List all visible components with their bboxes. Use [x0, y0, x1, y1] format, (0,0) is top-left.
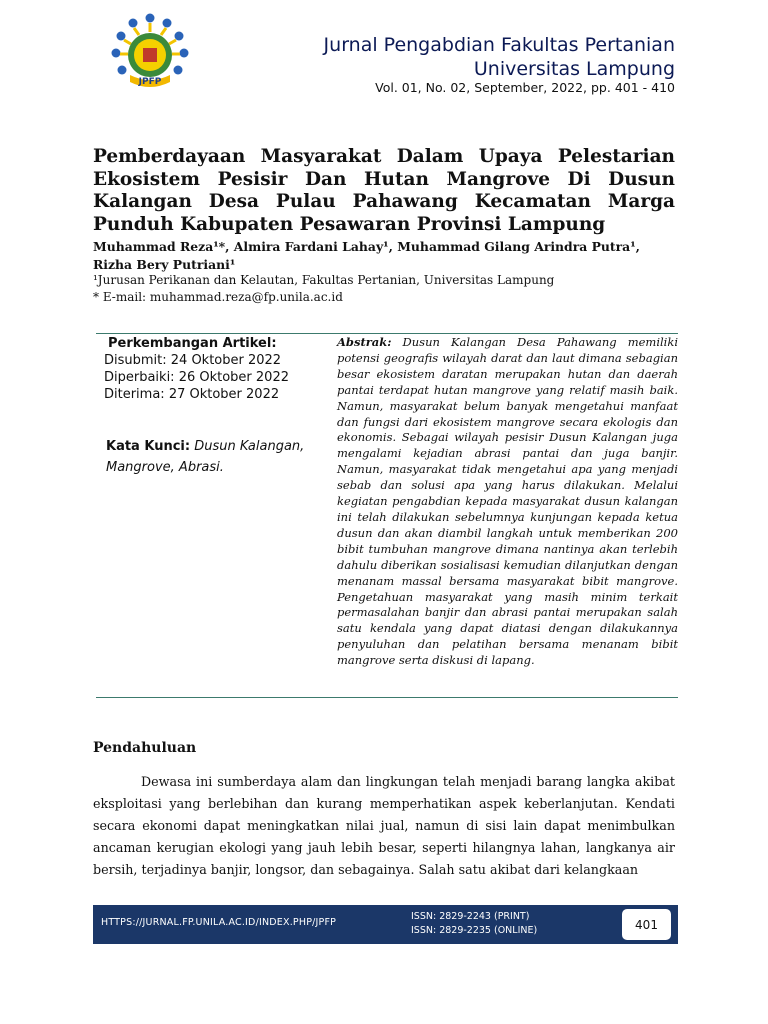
journal-url[interactable]: HTTPS://JURNAL.FP.UNILA.AC.ID/INDEX.PHP/JPFP: [101, 917, 337, 928]
abstract: [337, 335, 678, 669]
journal-name-line1: Jurnal Pengabdian Fakultas Pertanian: [323, 34, 675, 56]
article-history-heading: Perkembangan Artikel:: [108, 336, 277, 351]
body-paragraph: Dewasa ini sumberdaya alam dan lingkungan telah menjadi barang langka akibat eksploitasi yang berlebihan dan kurang memperhatikan aspek keberlanjutan. Kendati secara ekonomi dapat meningkatkan nilai jual, namun di sisi lain dapat menimbulkan ancaman kerugian ekologi yang jauh lebih besar, seperti hilangnya lahan, langkanya air bersih, terjadinya banjir, longsor, dan sebagainya. Salah satu akibat dari kelangkaan: [93, 774, 675, 878]
article-title: Pemberdayaan Masyarakat Dalam Upaya Pelestarian Ekosistem Pesisir Dan Hutan Mangrove Di Dusun Kalangan Desa Pulau Pahawang Kecamatan Marga Punduh Kabupaten Pesawaran Provinsi Lampung: [93, 146, 675, 235]
keywords: [106, 436, 311, 478]
journal-volume: Vol. 01, No. 02, September, 2022, pp. 401 - 410: [375, 80, 675, 95]
issn-print: ISSN: 2829-2243 (PRINT): [411, 911, 530, 922]
issn-block: [411, 910, 537, 938]
article-info-box: [96, 333, 678, 698]
affiliation: ¹Jurusan Perikanan dan Kelautan, Fakultas Pertanian, Universitas Lampung: [93, 273, 555, 287]
keywords-value: Dusun Kalangan, Mangrove, Abrasi.: [106, 439, 305, 475]
journal-logo: [100, 12, 200, 96]
page-number: 401: [621, 908, 672, 941]
submitted-date: Disubmit: 24 Oktober 2022: [104, 353, 282, 368]
authors-line2: Rizha Bery Putriani¹: [93, 257, 236, 272]
section-heading: Pendahuluan: [93, 740, 197, 756]
page-footer: [93, 905, 678, 944]
accepted-date: Diterima: 27 Oktober 2022: [104, 387, 280, 402]
abstract-text: Dusun Kalangan Desa Pahawang memiliki potensi geografis wilayah darat dan laut dimana sebagian besar ekosistem daratan merupakan hutan dan daerah pantai terdapat hutan mangrove yang relatif masih baik. Namun, masyarakat belum banyak mengetahui manfaat dan fungsi dari ekosistem mangrove secara ekologis dan ekonomis. Sebagai wilayah pesisir Dusun Kalangan juga mengalami kejadian abrasi pantai dan juga banjir. Namun, masyarakat tidak mengetahui apa yang menjadi sebab dan solusi apa yang harus dilakukan. Melalui kegiatan pengabdian kepada masyarakat dusun kalangan ini telah dilakukan sebelumnya kunjungan kepada ketua dusun dan akan diambil langkah untuk memberikan 200 bibit tumbuhan mangrove dimana nantinya akan terlebih dahulu diberikan sosialisasi kemudian dilanjutkan dengan menanam massal bersama masyarakat bibit mangrove. Pengetahuan masyarakat yang masih minim terkait permasalahan banjir dan abrasi pantai merupakan salah satu kendala yang dapat diatasi dengan dilakukannya penyuluhan dan pelatihan bersama menanam bibit mangrove serta diskusi di lapang.: [337, 335, 678, 668]
logo-label: JPFP: [138, 77, 162, 87]
revised-date: Diperbaiki: 26 Oktober 2022: [104, 370, 289, 385]
abstract-label: Abstrak:: [337, 335, 392, 349]
issn-online: ISSN: 2829-2235 (ONLINE): [411, 925, 538, 936]
keywords-label: Kata Kunci:: [106, 439, 191, 454]
journal-name-line2: Universitas Lampung: [473, 58, 675, 80]
journal-name: [324, 33, 675, 81]
authors-line1: Muhammad Reza¹*, Almira Fardani Lahay¹, Muhammad Gilang Arindra Putra¹,: [93, 239, 640, 254]
corresponding-email[interactable]: * E-mail: muhammad.reza@fp.unila.ac.id: [93, 290, 343, 304]
author-list: [93, 238, 675, 274]
